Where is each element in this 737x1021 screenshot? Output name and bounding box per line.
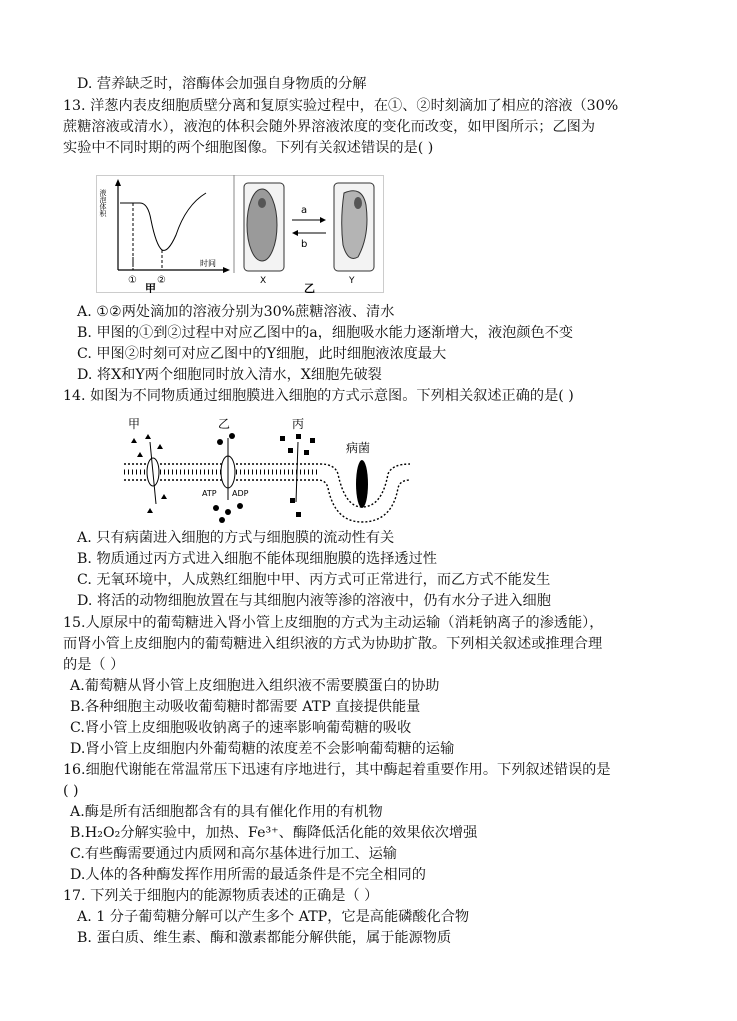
q15-option-b: B.各种细胞主动吸收葡萄糖时都需要 ATP 直接提供能量	[70, 699, 421, 715]
square-particle	[304, 450, 309, 455]
triangle-particle	[157, 444, 163, 449]
arrow-a-label: a	[301, 205, 308, 216]
yi-caption: 乙	[304, 282, 315, 293]
q16-option-d: D.人体的各种酶发挥作用所需的最适条件是不完全相同的	[70, 867, 426, 883]
dot-particle	[219, 517, 225, 523]
q17-option-a: A. 1 分子葡萄糖分解可以产生多个 ATP，它是高能磷酸化合物	[77, 909, 470, 925]
q15-stem-line2: 而肾小管上皮细胞内的葡萄糖进入组织液的方式为协助扩散。下列相关叙述或推理合理	[63, 636, 603, 652]
atp-label: ATP	[202, 489, 217, 498]
q13-option-a: A. ①②两处滴加的溶液分别为30%蔗糖溶液、清水	[77, 304, 395, 320]
q15-option-a: A.葡萄糖从肾小管上皮细胞进入组织液不需要膜蛋白的协助	[70, 678, 440, 694]
square-particle	[296, 512, 301, 517]
triangle-particle	[147, 508, 153, 513]
q17-option-b: B. 蛋白质、维生素、酶和激素都能分解供能，属于能源物质	[77, 930, 452, 946]
q13-stem-line3: 实验中不同时期的两个细胞图像。下列有关叙述错误的是( )	[63, 140, 434, 156]
jia-mark-2: ②	[157, 275, 166, 286]
bacterium	[356, 460, 368, 508]
q14-option-a: A. 只有病菌进入细胞的方式与细胞膜的流动性有关	[77, 530, 395, 546]
jia-y-label: 液泡体积	[99, 189, 107, 217]
q15-option-c: C.肾小管上皮细胞吸收钠离子的速率影响葡萄糖的吸收	[70, 720, 412, 736]
q16-option-a: A.酶是所有活细胞都含有的具有催化作用的有机物	[70, 804, 383, 820]
q13-option-b: B. 甲图的①到②过程中对应乙图中的a，细胞吸水能力逐渐增大，液泡颜色不变	[77, 325, 574, 341]
dot-particle	[213, 505, 219, 511]
arrow-b-label: b	[301, 239, 308, 250]
q14-option-d: D. 将活的动物细胞放置在与其细胞内液等渗的溶液中，仍有水分子进入细胞	[77, 593, 551, 609]
q14-option-b: B. 物质通过丙方式进入细胞不能体现细胞膜的选择透过性	[77, 551, 437, 567]
q12-option-d: D. 营养缺乏时，溶酶体会加强自身物质的分解	[77, 76, 367, 92]
dot-particle	[229, 433, 235, 439]
square-particle	[296, 434, 301, 439]
jia-x-label: 时间	[200, 259, 216, 268]
q14-stem: 14. 如图为不同物质通过细胞膜进入细胞的方式示意图。下列相关叙述正确的是( )	[63, 388, 574, 404]
q14-option-c: C. 无氧环境中，人成熟红细胞中甲、丙方式可正常进行，而乙方式不能发生	[77, 572, 551, 588]
label-germ: 病菌	[346, 441, 371, 455]
triangle-particle	[131, 438, 137, 443]
square-particle	[288, 448, 293, 453]
q14-figure	[120, 412, 420, 524]
q16-option-b: B.H₂O₂分解实验中，加热、Fe³⁺、酶降低活化能的效果依次增强	[70, 825, 478, 841]
q13-figure	[96, 175, 384, 293]
q16-stem-line2: ( )	[63, 783, 79, 799]
q17-stem: 17. 下列关于细胞内的能源物质表述的正确是（ ）	[63, 888, 379, 904]
square-particle	[310, 438, 315, 443]
label-jia: 甲	[128, 417, 141, 431]
dot-particle	[217, 439, 223, 445]
q13-stem-line1: 13. 洋葱内表皮细胞质壁分离和复原实验过程中，在①、②时刻滴加了相应的溶液（30%	[63, 98, 619, 114]
q13-stem-line2: 蔗糖溶液或清水），液泡的体积会随外界溶液浓度的变化而改变，如甲图所示；乙图为	[63, 119, 596, 135]
label-yi: 乙	[218, 417, 231, 431]
adp-label: ADP	[232, 489, 249, 498]
cell-x-nucleus	[258, 198, 266, 208]
triangle-particle	[145, 434, 151, 439]
q13-option-c: C. 甲图②时刻可对应乙图中的Y细胞，此时细胞液浓度最大	[77, 346, 447, 362]
cell-x-label: X	[260, 276, 267, 286]
square-particle	[290, 498, 295, 503]
triangle-particle	[137, 452, 143, 457]
cell-y-label: Y	[349, 276, 355, 286]
triangle-particle	[161, 494, 167, 499]
dot-particle	[225, 509, 231, 515]
label-bing: 丙	[292, 417, 305, 431]
q16-option-c: C.有些酶需要通过内质网和高尔基体进行加工、运输	[70, 846, 397, 862]
q16-stem-line1: 16.细胞代谢能在常温常压下迅速有序地进行，其中酶起着重要作用。下列叙述错误的是	[63, 762, 611, 778]
q15-option-d: D.肾小管上皮细胞内外葡萄糖的浓度差不会影响葡萄糖的运输	[70, 741, 455, 757]
jia-mark-1: ①	[128, 275, 137, 286]
q13-option-d: D. 将X和Y两个细胞同时放入清水，X细胞先破裂	[77, 367, 382, 383]
q15-stem-line1: 15.人原尿中的葡萄糖进入肾小管上皮细胞的方式为主动运输（消耗钠离子的渗透能），	[63, 615, 604, 631]
jia-caption: 甲	[145, 282, 156, 293]
square-particle	[280, 436, 285, 441]
cell-y-nucleus	[354, 197, 362, 209]
q15-stem-line3: 的是（ ）	[63, 657, 125, 673]
dot-particle	[237, 503, 243, 509]
